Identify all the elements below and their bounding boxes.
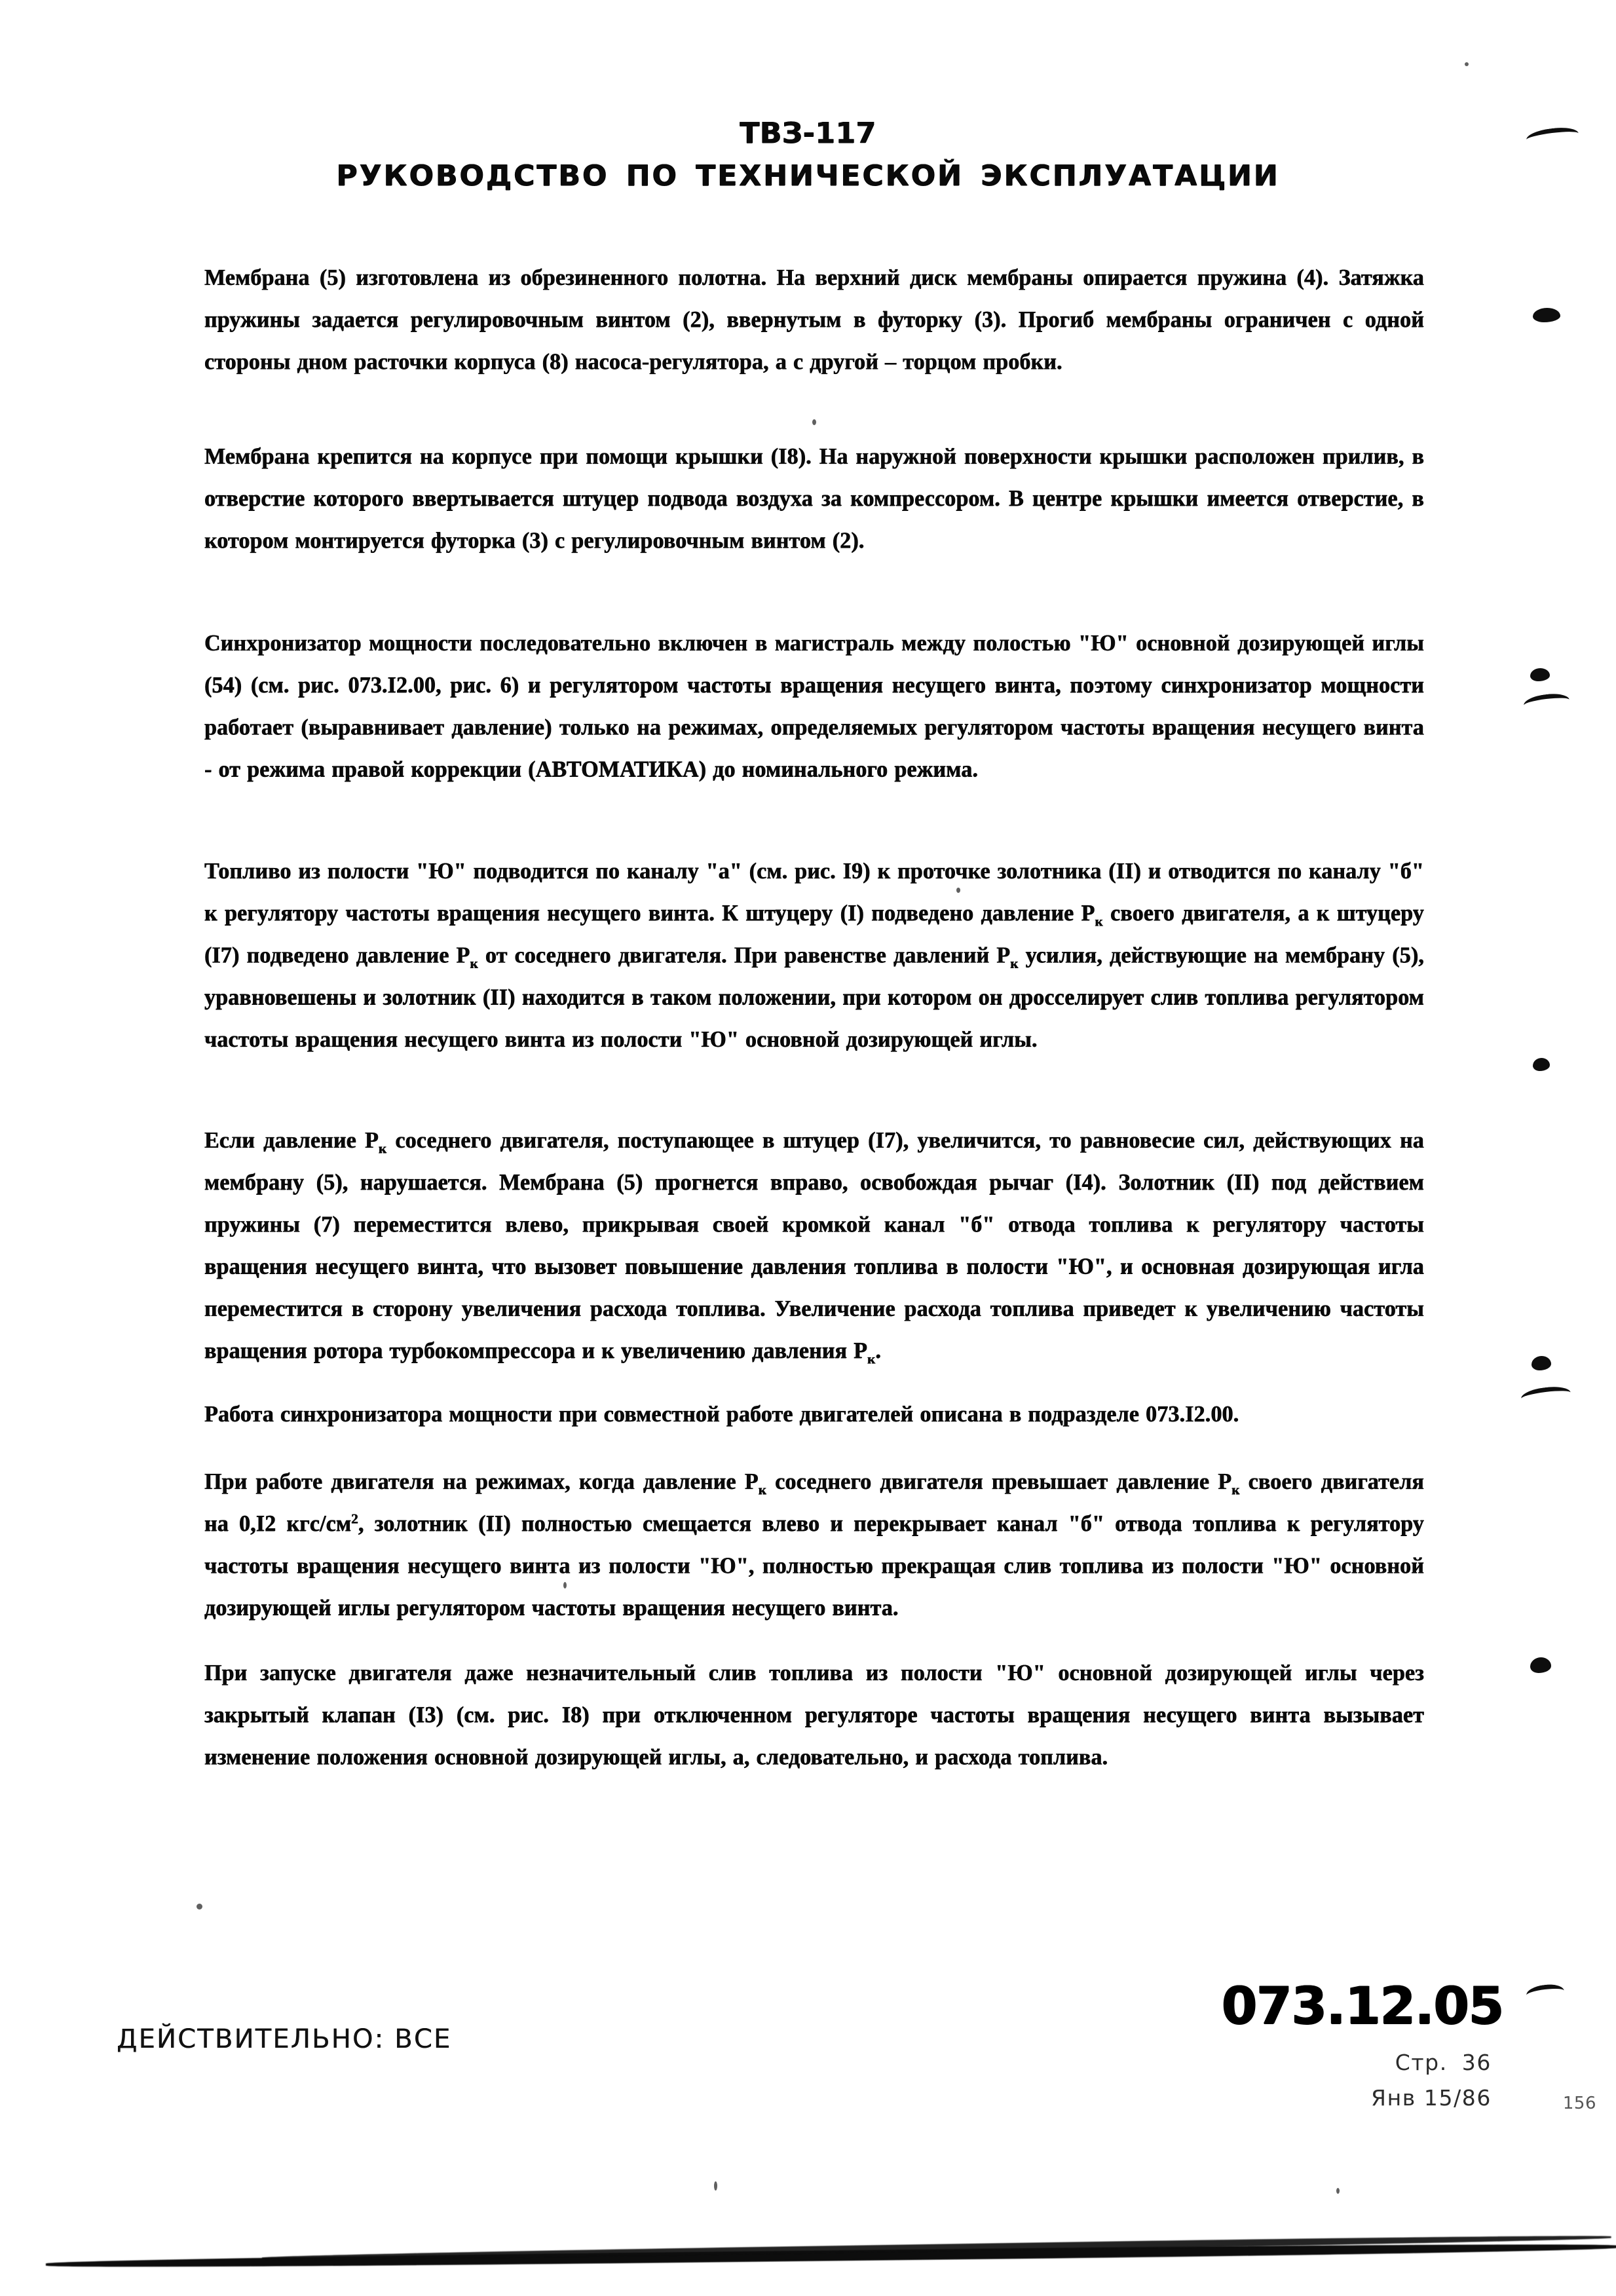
p5-segment-a: Если давление Р (204, 1128, 379, 1153)
paragraph-power-synchronizer: Синхронизатор мощности последовательно включен в магистраль между полостью "Ю" основной дозирующей иглы (54) (см. рис. 073.I2.00, рис. 6) и регулятором частоты вращения несущего винта, поэтому синхронизатор мощности работает (выравнивает давление) только на режимах, определяемых регулятором частоты вращения несущего винта - от режима правой коррекции (АВТОМАТИКА) до номинального режима. (204, 631, 1424, 782)
p4-segment-d: усилия, действующие на мембрану (5), уравновешены и золотник (II) находится в таком положении, при котором он дросселирует слив топлива регулятором частоты вращения несущего винта из полости "Ю" основной дозирующей иглы. (204, 943, 1424, 1053)
manual-title: РУКОВОДСТВО ПО ТЕХНИЧЕСКОЙ ЭКСПЛУАТАЦИИ (336, 159, 1280, 193)
paragraph-pressure-increase (204, 1120, 1424, 1372)
p7-segment-b: соседнего двигателя превышает давление Р (766, 1469, 1232, 1494)
scan-speck-2 (812, 419, 816, 425)
p4-subscript-k-2: к (470, 955, 478, 971)
scan-speck-5 (714, 2181, 717, 2191)
page-label: Стр. (1395, 2050, 1448, 2075)
p7-segment-a: При работе двигателя на режимах, когда давление Р (204, 1469, 759, 1494)
p5-segment-b: соседнего двигателя, поступающее в штуцер (I7), увеличится, то равновесие сил, действующих на мембрану (5), нарушается. Мембрана (5) прогнется вправо, освобождая рычаг (I4). Золотник (II) под действием пружины (7) переместится влево, прикрывая своей кромкой канал "б" отвода топлива к регулятору частоты вращения несущего винта, что вызовет повышение давления топлива в полости "Ю", и основная дозирующая игла переместится в сторону увеличения расхода топлива. Увеличение расхода топлива приведет к увеличению частоты вращения ротора турбокомпрессора и к увеличению давления Р (204, 1128, 1424, 1364)
scan-speck-1 (197, 1904, 202, 1910)
p7-subscript-k-1: к (758, 1481, 767, 1498)
scan-speck-7 (1465, 62, 1469, 66)
p4-subscript-k-3: к (1010, 955, 1019, 971)
margin-artifact-curve-2 (1523, 692, 1571, 713)
document-number: 073.12.05 (1221, 1977, 1503, 2036)
engine-model-title: ТВЗ-117 (740, 117, 876, 150)
paragraph-joint-operation-reference: Работа синхронизатора мощности при совместной работе двигателей описана в подразделе 073.I2.00. (204, 1402, 1239, 1427)
sheet-number: 156 (1562, 2094, 1596, 2113)
p7-superscript-square: 2 (351, 1510, 358, 1527)
scan-speck-6 (1336, 2188, 1340, 2194)
paragraph-pressure-threshold (204, 1461, 1424, 1629)
p4-segment-a: Топливо из полости "Ю" подводится по каналу "а" (см. рис. I9) к проточке золотника (II) и отводится по каналу "б" к регулятору частоты вращения несущего винта. К штуцеру (I) подведено давление Р (204, 859, 1424, 926)
paragraph-engine-start: При запуске двигателя даже незначительный слив топлива из полости "Ю" основной дозирующей иглы через закрытый клапан (I3) (см. рис. I8) при отключенном регуляторе частоты вращения несущего винта вызывает изменение положения основной дозирующей иглы, а, следовательно, и расхода топлива. (204, 1661, 1424, 1770)
p7-segment-c: своего двигателя на 0,I2 кгс/см (204, 1469, 1424, 1537)
p4-segment-c: от соседнего двигателя. При равенстве давлений Р (478, 943, 1011, 968)
p4-segment-b: своего двигателя, а к штуцеру (I7) подведено давление Р (204, 901, 1424, 968)
margin-artifact-blob-1 (1533, 308, 1560, 322)
page-number-row (1210, 2045, 1492, 2080)
paragraph-fuel-supply-channel (204, 850, 1424, 1061)
paragraph-membrane-construction: Мембрана (5) изготовлена из обрезиненного полотна. На верхний диск мембраны опирается пружина (4). Затяжка пружины задается регулировочным винтом (2), ввернутым в футорку (3). Прогиб мембраны ограничен с одной стороны дном расточки корпуса (8) насоса-регулятора, а с другой – торцом пробки. (204, 265, 1424, 375)
p5-subscript-k-1: к (378, 1140, 387, 1157)
p5-segment-c: . (875, 1338, 882, 1364)
scan-speck-4 (563, 1582, 567, 1589)
margin-artifact-curve-4 (1526, 1983, 1566, 2004)
p4-subscript-k-1: к (1095, 913, 1103, 930)
margin-artifact-blob-5 (1530, 1657, 1551, 1673)
validity-statement: ДЕЙСТВИТЕЛЬНО: ВСЕ (117, 2024, 452, 2054)
revision-date: Янв 15/86 (1371, 2085, 1492, 2111)
paragraph-membrane-mounting: Мембрана крепится на корпусе при помощи крышки (I8). На наружной поверхности крышки расположен прилив, в отверстие которого ввертывается штуцер подвода воздуха за компрессором. В центре крышки имеется отверстие, в котором монтируется футорка (3) с регулировочным винтом (2). (204, 444, 1424, 554)
body-text-column (204, 257, 1424, 1806)
page-number: 36 (1461, 2050, 1492, 2075)
page-header (0, 117, 1616, 193)
margin-artifact-blob-3 (1533, 1058, 1550, 1071)
margin-artifact-blob-4 (1531, 1356, 1551, 1370)
scan-speck-3 (956, 888, 960, 893)
p7-segment-d: , золотник (II) полностью смещается влево и перекрывает канал "б" отвода топлива к регулятору частоты вращения несущего винта из полости "Ю", полностью прекращая слив топлива из полости "Ю" основной дозирующей иглы регулятором частоты вращения несущего винта. (204, 1511, 1424, 1621)
margin-artifact-blob-2 (1530, 668, 1550, 681)
margin-artifact-curve-3 (1520, 1384, 1571, 1406)
footer-metadata (1210, 2045, 1492, 2116)
p7-subscript-k-2: к (1231, 1481, 1240, 1498)
p5-subscript-k-2: к (867, 1350, 876, 1367)
